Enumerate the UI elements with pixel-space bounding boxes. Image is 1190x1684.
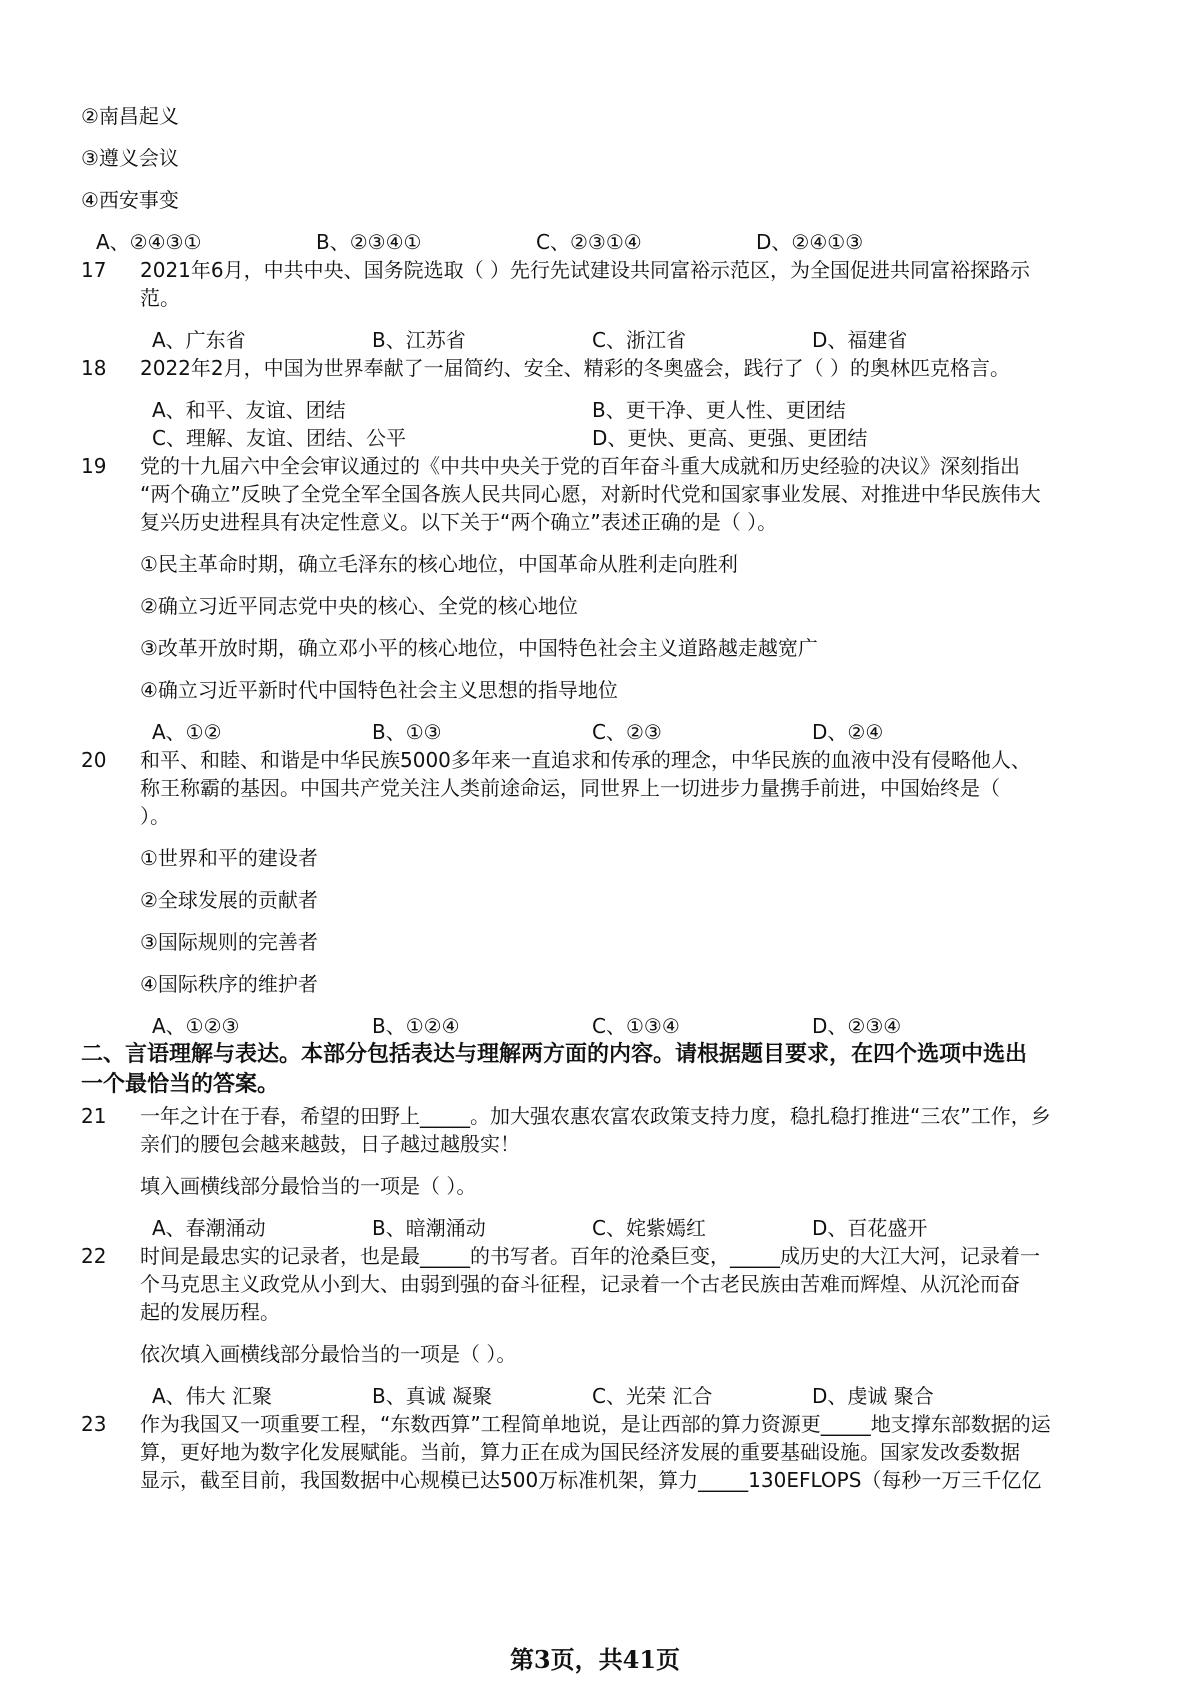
list-item: ④国际秩序的维护者: [140, 972, 318, 996]
option-a: A、和平、友谊、团结: [152, 398, 346, 422]
option-c: C、②③: [592, 720, 662, 744]
question-text: 2021年6月，中共中央、国务院选取（ ）先行先试建设共同富裕示范区，为全国促进共同富裕探路示: [140, 258, 1030, 282]
question-text: 一年之计在于春，希望的田野上_____。加大强农惠农富农政策支持力度，稳扎稳打推进“三农”工作，乡: [140, 1104, 1051, 1128]
option-b: B、暗潮涌动: [372, 1216, 486, 1240]
list-item: ②确立习近平同志党中央的核心、全党的核心地位: [140, 594, 578, 618]
question-number: 17: [81, 258, 107, 282]
question-text: 作为我国又一项重要工程，“东数西算”工程简单地说，是让西部的算力资源更_____地支撑东部数据的运: [140, 1412, 1051, 1436]
option-b: B、②③④①: [316, 230, 422, 254]
question-text: 个马克思主义政党从小到大、由弱到强的奋斗征程，记录着一个古老民族由苦难而辉煌、从沉沦而奋: [140, 1272, 1020, 1296]
option-c: C、①③④: [592, 1014, 680, 1038]
question-number: 19: [81, 454, 107, 478]
option-c: C、姹紫嫣红: [592, 1216, 706, 1240]
question-text: 显示，截至目前，我国数据中心规模已达500万标准机架，算力_____130EFLOPS（每秒一万三千亿亿: [140, 1468, 1042, 1492]
list-item: ④西安事变: [81, 188, 179, 212]
question-text: 算，更好地为数字化发展赋能。当前，算力正在成为国民经济发展的重要基础设施。国家发改委数据: [140, 1440, 1020, 1464]
option-c: C、②③①④: [536, 230, 642, 254]
option-c: C、光荣 汇合: [592, 1384, 713, 1408]
option-b: B、更干净、更人性、更团结: [592, 398, 846, 422]
option-a: A、春潮涌动: [152, 1216, 266, 1240]
question-number: 23: [81, 1412, 107, 1436]
question-text: “两个确立”反映了全党全军全国各族人民共同心愿，对新时代党和国家事业发展、对推进中华民族伟大: [140, 482, 1041, 506]
option-d: D、更快、更高、更强、更团结: [592, 426, 868, 450]
option-a: A、伟大 汇聚: [152, 1384, 273, 1408]
question-text: 时间是最忠实的记录者，也是最_____的书写者。百年的沧桑巨变，_____成历史的大江大河，记录着一: [140, 1244, 1040, 1268]
question-prompt: 填入画横线部分最恰当的一项是（ ）。: [140, 1174, 477, 1198]
question-text: 复兴历史进程具有决定性意义。以下关于“两个确立”表述正确的是（ ）。: [140, 510, 778, 534]
question-text: 党的十九届六中全会审议通过的《中共中央关于党的百年奋斗重大成就和历史经验的决议》深刻指出: [140, 454, 1020, 478]
option-c: C、浙江省: [592, 328, 686, 352]
question-text: 起的发展历程。: [140, 1300, 280, 1324]
question-text: 2022年2月，中国为世界奉献了一届简约、安全、精彩的冬奥盛会，践行了（ ）的奥林匹克格言。: [140, 356, 1010, 380]
question-text: ）。: [140, 804, 170, 828]
page-footer: 第3页，共41页: [509, 1645, 681, 1674]
option-d: D、②④①③: [756, 230, 864, 254]
option-d: D、百花盛开: [812, 1216, 928, 1240]
option-b: B、真诚 凝聚: [372, 1384, 493, 1408]
option-a: A、①②③: [152, 1014, 240, 1038]
list-item: ①世界和平的建设者: [140, 846, 318, 870]
list-item: ④确立习近平新时代中国特色社会主义思想的指导地位: [140, 678, 618, 702]
list-item: ③改革开放时期，确立邓小平的核心地位，中国特色社会主义道路越走越宽广: [140, 636, 818, 660]
option-a: A、②④③①: [96, 230, 202, 254]
option-a: A、①②: [152, 720, 222, 744]
question-text: 称王称霸的基因。中国共产党关注人类前途命运，同世界上一切进步力量携手前进，中国始终是（: [140, 776, 1000, 800]
section-heading: 二、言语理解与表达。本部分包括表达与理解两方面的内容。请根据题目要求，在四个选项中选出: [81, 1042, 1028, 1067]
list-item: ②全球发展的贡献者: [140, 888, 318, 912]
option-c: C、理解、友谊、团结、公平: [152, 426, 406, 450]
question-text: 和平、和睦、和谐是中华民族5000多年来一直追求和传承的理念，中华民族的血液中没有侵略他人、: [140, 748, 1031, 772]
question-number: 21: [81, 1104, 107, 1128]
list-item: ③国际规则的完善者: [140, 930, 318, 954]
option-b: B、①③: [372, 720, 442, 744]
option-b: B、江苏省: [372, 328, 466, 352]
list-item: ③遵义会议: [81, 146, 179, 170]
option-a: A、广东省: [152, 328, 246, 352]
option-d: D、福建省: [812, 328, 908, 352]
list-item: ①民主革命时期，确立毛泽东的核心地位，中国革命从胜利走向胜利: [140, 552, 738, 576]
option-d: D、②④: [812, 720, 884, 744]
question-text: 亲们的腰包会越来越鼓，日子越过越殷实！: [140, 1132, 520, 1156]
question-number: 20: [81, 748, 107, 772]
option-d: D、②③④: [812, 1014, 902, 1038]
question-number: 22: [81, 1244, 107, 1268]
question-prompt: 依次填入画横线部分最恰当的一项是（ ）。: [140, 1342, 517, 1366]
question-number: 18: [81, 356, 107, 380]
option-b: B、①②④: [372, 1014, 460, 1038]
option-d: D、虔诚 聚合: [812, 1384, 934, 1408]
list-item: ②南昌起义: [81, 104, 179, 128]
question-text: 范。: [140, 286, 180, 310]
section-heading: 一个最恰当的答案。: [81, 1072, 280, 1097]
